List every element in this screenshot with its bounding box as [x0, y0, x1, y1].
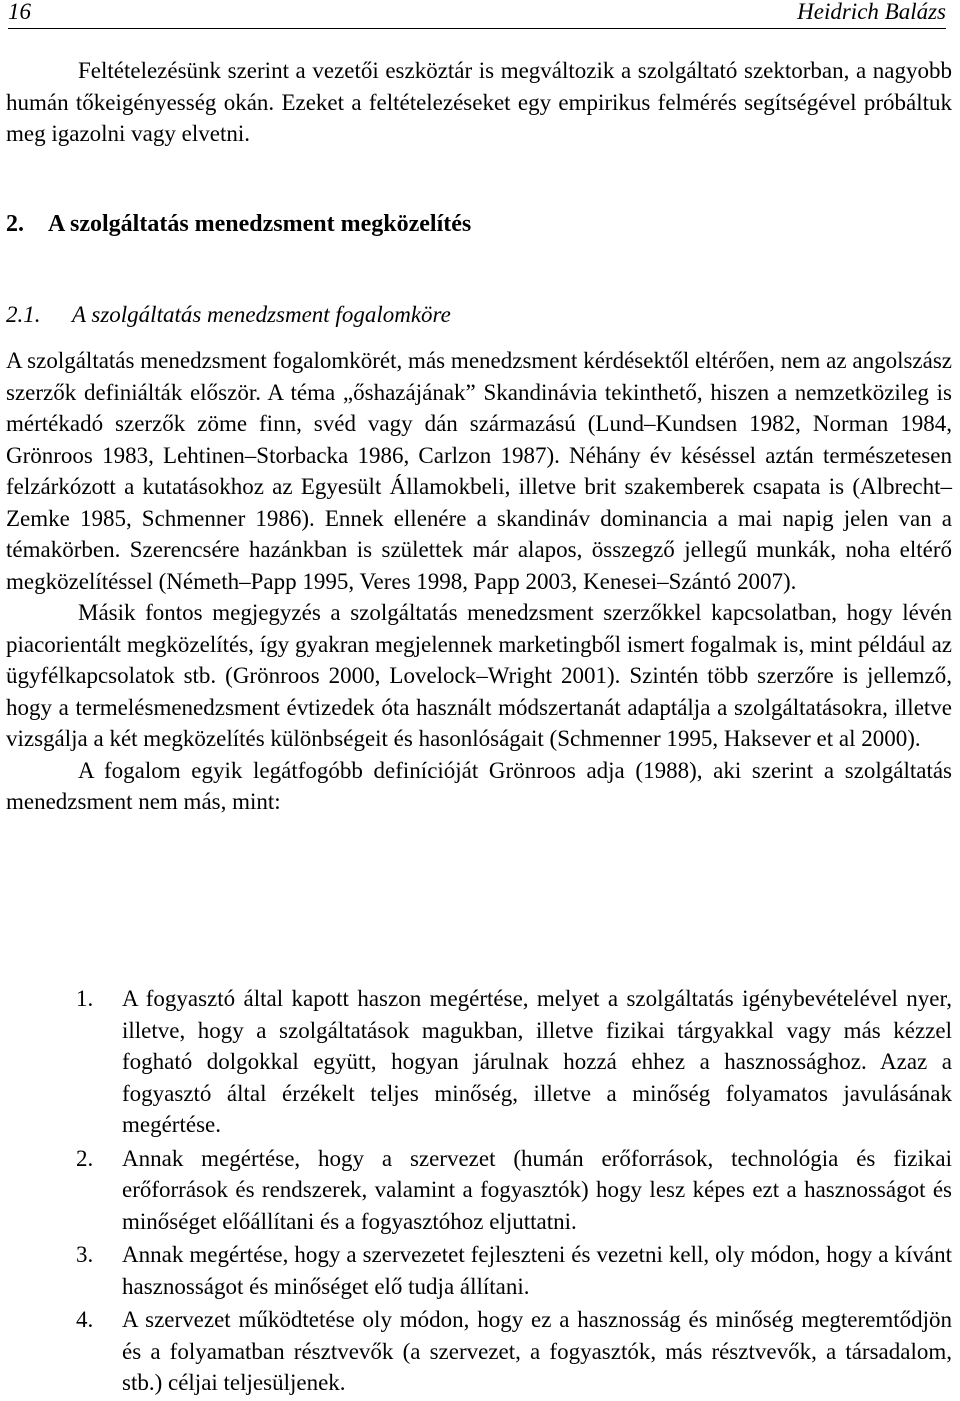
list-item-number: 1.	[76, 986, 94, 1011]
list-item	[6, 1143, 952, 1238]
subsection-number: 2.1.	[6, 302, 41, 327]
body-text	[6, 345, 952, 818]
intro-paragraph: Feltételezésünk szerint a vezetői eszköztár is megváltozik a szolgáltató szektorban, a nagyobb humán tőkeigényesség okán. Ezeket a feltételezéseket egy empirikus felmérés segítségével próbáltuk meg igazolni vagy elvetni.	[6, 58, 952, 146]
list-item-number: 4.	[76, 1307, 94, 1332]
section-title: A szolgáltatás menedzsment megközelítés	[48, 211, 472, 237]
intro-block	[6, 55, 952, 150]
body-paragraph: A szolgáltatás menedzsment fogalomkörét, más menedzsment kérdésektől eltérően, nem az angolszász szerzők definiálták először. A téma „őshazájának” Skandinávia tekinthető, hiszen a nemzetközileg is mértékadó szerzők zöme finn, svéd vagy dán származású (Lund–Kundsen 1982, Norman 1984, Grönroos 1983, Lehtinen–Storbacka 1986, Carlzon 1987). Néhány év késéssel aztán természetesen felzárkózott a kutatásokhoz az Egyesült Államokbeli, illetve brit szakemberek csapata is (Albrecht–Zemke 1985, Schmenner 1986). Ennek ellenére a skandináv dominancia a mai napig jelen van a témakörben. Szerencsére hazánkban is születtek már alapos, összegző jellegű munkák, noha eltérő megközelítéssel (Németh–Papp 1995, Veres 1998, Papp 2003, Kenesei–Szántó 2007).	[6, 348, 952, 594]
list-item-text: A szervezet működtetése oly módon, hogy ez a hasznosság és minőség megteremtődjön és a folyamatban résztvevők (a szervezet, a fogyasztók, más résztvevők, a társadalom, stb.) céljai teljesüljenek.	[122, 1307, 952, 1395]
list-item	[6, 983, 952, 1141]
body-paragraph: A fogalom egyik legátfogóbb definícióját Grönroos adja (1988), aki szerint a szolgáltatás menedzsment nem más, mint:	[6, 757, 952, 814]
list-item-text: Annak megértése, hogy a szervezet (humán erőforrások, technológia és fizikai erőforrások és rendszerek, valamint a fogyasztók) hogy lesz képes ezt a hasznosságot és minőséget előállítani és a fogyasztóhoz eljuttatni.	[122, 1145, 952, 1234]
list-item	[6, 1239, 952, 1302]
definition-list	[6, 983, 952, 1401]
section-number: 2.	[6, 211, 24, 237]
list-item-number: 3.	[76, 1242, 94, 1267]
body-paragraph: Másik fontos megjegyzés a szolgáltatás menedzsment szerzőkkel kapcsolatban, hogy lévén piacorientált megközelítés, így gyakran megjelennek marketingből ismert fogalmak is, mint például az ügyfélkapcsolatok stb. (Grönroos 2000, Lovelock–Wright 2001). Szintén több szerzőre is jellemző, hogy a termelésmenedzsment évtizedek óta használt módszertanát adaptálja a szolgáltatásokra, illetve vizsgálja a két megközelítés különbségeit és hasonlóságait (Schmenner 1995, Haksever et al 2000).	[6, 600, 952, 751]
page-number: 16	[8, 0, 31, 24]
list-item	[6, 1304, 952, 1399]
section-heading	[6, 209, 471, 239]
subsection-heading	[6, 300, 451, 330]
subsection-title: A szolgáltatás menedzsment fogalomköre	[72, 302, 451, 327]
list-item-text: Annak megértése, hogy a szervezetet fejleszteni és vezetni kell, oly módon, hogy a kívánt hasznosságot és minőséget elő tudja állítani.	[122, 1242, 952, 1299]
running-head-author: Heidrich Balázs	[797, 0, 946, 24]
list-item-number: 2.	[76, 1145, 94, 1171]
running-header	[8, 0, 946, 29]
list-item-text: A fogyasztó által kapott haszon megértése, melyet a szolgáltatás igénybevételével nyer, illetve, hogy a szolgáltatások magukban, illetve fizikai tárgyakkal vagy más kézzel fogható dolgokkal együtt, hogyan járulnak hozzá ehhez a hasznossághoz. Azaz a fogyasztó által érzékelt teljes minőség, illetve a minőség folyamatos javulásának megértése.	[122, 986, 952, 1137]
